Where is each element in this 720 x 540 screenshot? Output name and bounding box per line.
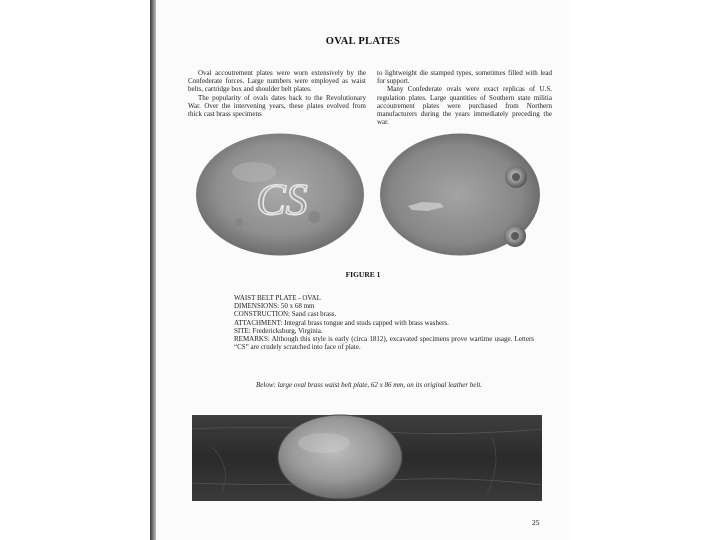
paragraph: Oval accoutrement plates were worn extensively by the Confederate forces. Large numbers were employed as waist belts, cartridge box and shoulder belt plates. bbox=[188, 69, 366, 94]
oval-brass-belt-plate bbox=[278, 415, 402, 499]
paragraph: The popularity of ovals dates back to the Revolutionary War. Over the intervening years, these plates evolved from thick cast brass specimens bbox=[188, 93, 366, 119]
leather-belt-photo bbox=[192, 407, 542, 507]
page-number: 25 bbox=[532, 518, 540, 527]
plate-front-pitting bbox=[308, 211, 320, 223]
scratched-cs-lettering: CS bbox=[256, 175, 308, 224]
belt-plate-back-photo bbox=[378, 132, 542, 257]
text-column-right bbox=[377, 69, 552, 126]
detail-attachment: ATTACHMENT: Integral brass tongue and studs capped with brass washers. bbox=[234, 318, 449, 327]
belt-plate-front-photo bbox=[194, 132, 366, 257]
stud-center bbox=[512, 173, 520, 181]
belt-photo-caption: Below: large oval brass waist belt plate, 62 x 86 mm, on its original leather belt. bbox=[256, 381, 483, 389]
page-title: OVAL PLATES bbox=[325, 36, 401, 47]
stud-center bbox=[511, 232, 519, 240]
detail-construction: CONSTRUCTION: Sand cast brass. bbox=[234, 310, 337, 319]
figure-details bbox=[234, 294, 534, 351]
book-page bbox=[156, 0, 570, 540]
detail-remarks: REMARKS: Although this style is early (circa 1812), excavated specimens prove wartime usage. Letters “CS” are crudely scratched into face of plate. bbox=[234, 335, 534, 352]
plate-highlight bbox=[298, 433, 350, 453]
detail-dimensions: DIMENSIONS: 50 x 68 mm bbox=[234, 302, 315, 311]
text-column-left bbox=[188, 69, 366, 118]
detail-site: SITE: Fredericksburg, Virginia. bbox=[234, 326, 323, 335]
figure-label: FIGURE 1 bbox=[345, 270, 381, 279]
plate-front-pitting bbox=[235, 218, 243, 226]
paragraph: Many Confederate ovals were exact replicas of U.S. regulation plates. Large quantities of Southern state militia accoutrement plates were purchased from Northern manufacturers during the years immediately preceding the war. bbox=[377, 85, 552, 127]
paragraph: to lightweight die stamped types, sometimes filled with lead for support. bbox=[377, 69, 552, 86]
detail-title: WAIST BELT PLATE - OVAL bbox=[234, 294, 321, 302]
